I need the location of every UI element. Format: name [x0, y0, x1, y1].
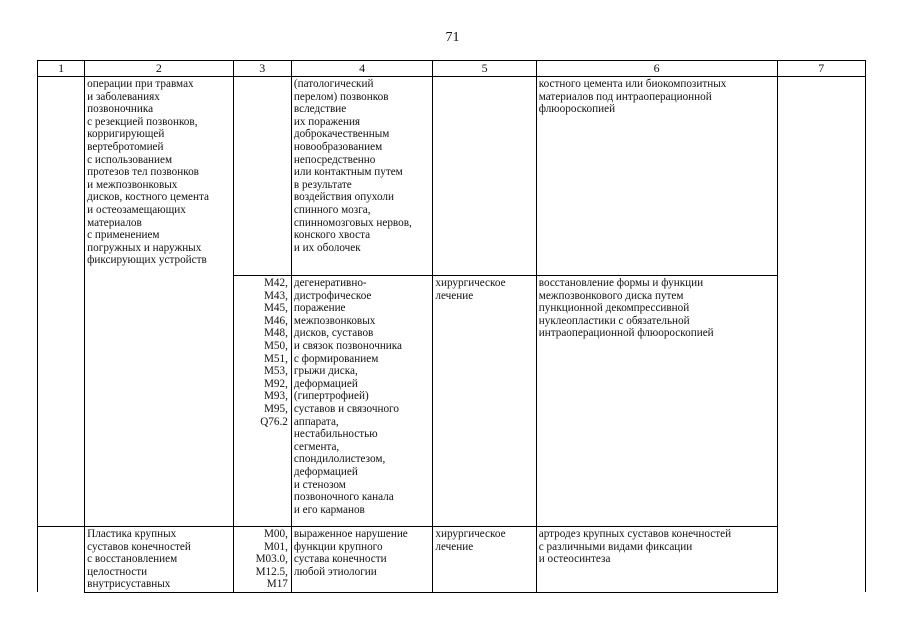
diagnosis-cell: (патологический перелом) позвонков вследствие их поражения доброкачественным новообразованием непосредственно или контактным путем в результате воздействия опухоли спинного мозга, спинномозговых нервов, конского хвоста и их оболочек [291, 77, 433, 276]
procedure-name-cell: Пластика крупных суставов конечностей с восстановлением целостности внутрисуставных [85, 527, 234, 593]
header-cell-4: 4 [291, 61, 433, 77]
icd-codes-cell: M42, M43, M45, M46, M48, M50, M51, M53, M92, M93, M95, Q76.2 [233, 276, 291, 527]
header-row [38, 61, 866, 77]
treatment-type-cell: хирургическое лечение [433, 276, 536, 527]
method-cell: восстановление формы и функции межпозвонкового диска путем пункционной декомпрессивной нуклеопластики с обязательной интраоперационной флюороскопией [536, 276, 777, 527]
icd-codes-cell [233, 77, 291, 276]
icd-codes-cell: M00, M01, M03.0, M12.5, M17 [233, 527, 291, 593]
treatment-type-cell [433, 77, 536, 276]
treatment-type-cell: хирургическое лечение [433, 527, 536, 593]
header-cell-5: 5 [433, 61, 536, 77]
diagnosis-cell: выраженное нарушение функции крупного сустава конечности любой этиологии [291, 527, 433, 593]
method-cell: артродез крупных суставов конечностей с различными видами фиксации и остеосинтеза [536, 527, 777, 593]
method-cell: костного цемента или биокомпозитных материалов под интраоперационной флюороскопией [536, 77, 777, 276]
header-cell-3: 3 [233, 61, 291, 77]
page-number: 71 [445, 30, 460, 45]
header-cell-1: 1 [38, 61, 85, 77]
row-number-cell [38, 77, 85, 527]
header-cell-6: 6 [536, 61, 777, 77]
procedure-name-cell: операции при травмах и заболеваниях позвоночника с резекцией позвонков, корригирующей вертебротомией с использованием протезов тел позвонков и межпозвонковых дисков, костного цемента и остеозамещающих материалов с применением погружных и наружных фиксирующих устройств [85, 77, 234, 527]
header-cell-7: 7 [777, 61, 865, 77]
table-row [38, 77, 866, 276]
diagnosis-cell: дегенеративно- дистрофическое поражение межпозвонковых дисков, суставов и связок позвоночника с формированием грыжи диска, деформацией (гипертрофией) суставов и связочного аппарата, нестабильностью сегмента, спондилолистезом, деформацией и стенозом позвоночного канала и его карманов [291, 276, 433, 527]
row-number-cell [38, 527, 85, 593]
table-row [38, 527, 866, 593]
cost-cell [777, 77, 865, 593]
procedures-table [37, 60, 866, 593]
header-cell-2: 2 [85, 61, 234, 77]
